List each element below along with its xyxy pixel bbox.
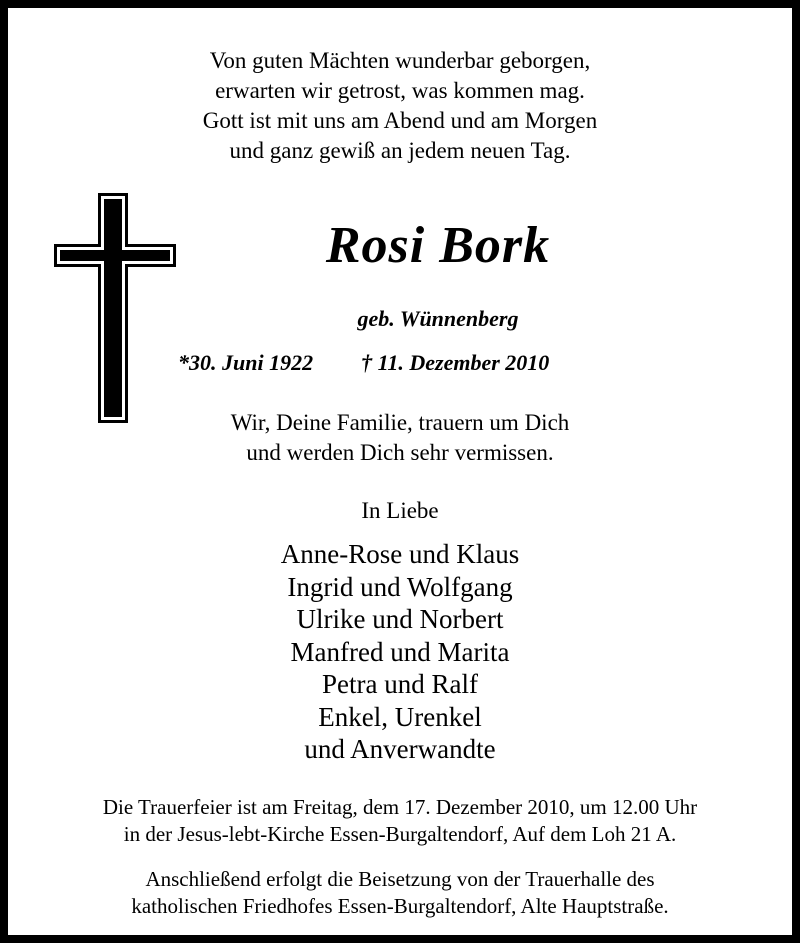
burial-info xyxy=(8,866,792,920)
burial-line: Anschließend erfolgt die Beisetzung von der Trauerhalle des xyxy=(145,867,655,891)
maiden-name: geb. Wünnenberg xyxy=(357,306,519,331)
poem-line: Gott ist mit uns am Abend und am Morgen xyxy=(202,108,598,133)
poem-line: erwarten wir getrost, was kommen mag. xyxy=(215,78,585,103)
poem-line: Von guten Mächten wunderbar geborgen, xyxy=(209,48,591,73)
mourner: Petra und Ralf xyxy=(322,669,478,699)
life-dates xyxy=(178,350,738,376)
mourning-line: Wir, Deine Familie, trauern um Dich xyxy=(230,410,570,435)
service-info xyxy=(8,794,792,848)
mourner: Ingrid und Wolfgang xyxy=(287,571,513,602)
poem xyxy=(8,46,792,166)
mourner: Manfred und Marita xyxy=(290,636,510,667)
birth-date: *30. Juni 1922 xyxy=(178,350,314,375)
mourning-line: und werden Dich sehr vermissen. xyxy=(246,440,554,465)
closing-text: In Liebe xyxy=(361,498,439,523)
deceased-name: Rosi Bork xyxy=(325,217,551,274)
death-date: † 11. Dezember 2010 xyxy=(361,350,550,375)
service-line: Die Trauerfeier ist am Freitag, dem 17. Dezember 2010, um 12.00 Uhr xyxy=(102,795,698,819)
mourner: Anne-Rose und Klaus xyxy=(280,539,520,569)
mourners-list xyxy=(8,538,792,766)
poem-line: und ganz gewiß an jedem neuen Tag. xyxy=(229,138,571,163)
mourner: Ulrike und Norbert xyxy=(296,604,504,634)
mourner: Enkel, Urenkel xyxy=(318,701,482,732)
mourning-text xyxy=(8,408,792,468)
burial-line: katholischen Friedhofes Essen-Burgaltendorf, Alte Hauptstraße. xyxy=(131,894,669,918)
mourner: und Anverwandte xyxy=(304,734,496,764)
service-line: in der Jesus-lebt-Kirche Essen-Burgaltendorf, Auf dem Loh 21 A. xyxy=(123,822,677,846)
